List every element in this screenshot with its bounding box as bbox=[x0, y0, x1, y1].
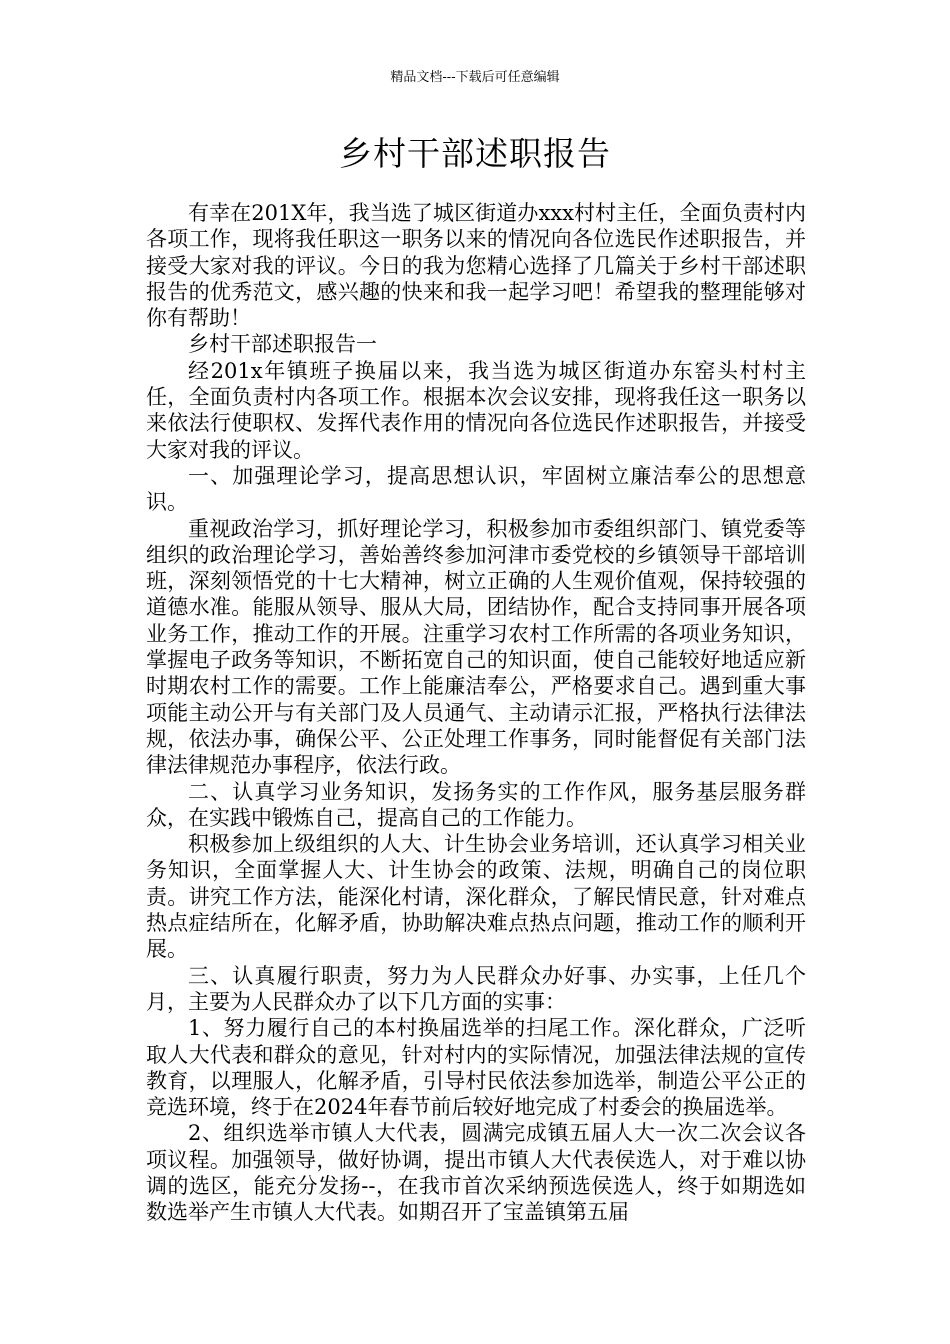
paragraph: 重视政治学习，抓好理论学习，积极参加市委组织部门、镇党委等组织的政治理论学习，善始善终参加河津市委党校的乡镇领导干部培训班，深刻领悟党的十七大精神，树立正确的人生观价值观，保持较强的道德水准。能服从领导、服从大局，团结协作，配合支持同事开展各项业务工作，推动工作的开展。注重学习农村工作所需的各项业务知识，掌握电子政务等知识，不断拓宽自己的知识面，使自己能较好地适应新时期农村工作的需要。工作上能廉洁奉公，严格要求自己。遇到重大事项能主动公开与有关部门及人员通气、主动请示汇报，严格执行法律法规，依法办事，确保公平、公正处理工作事务，同时能督促有关部门法律法律规范办事程序，依法行政。 bbox=[146, 516, 806, 778]
header-note: 精品文档---下载后可任意编辑 bbox=[390, 70, 560, 85]
paragraph-intro: 有幸在201X年，我当选了城区街道办xxx村村主任，全面负责村内各项工作，现将我任职这一职务以来的情况向各位选民作述职报告，并接受大家对我的评议。今日的我为您精心选择了几篇关于乡村干部述职报告的优秀范文，感兴趣的快来和我一起学习吧！希望我的整理能够对你有帮助！ bbox=[146, 201, 806, 331]
document-body bbox=[146, 200, 806, 1226]
point-heading-3: 三、认真履行职责，努力为人民群众办好事、办实事，上任几个月，主要为人民群众办了以下几方面的实事： bbox=[146, 963, 806, 1014]
document-title: 乡村干部述职报告 bbox=[339, 134, 611, 173]
paragraph: 积极参加上级组织的人大、计生协会业务培训，还认真学习相关业务知识，全面掌握人大、计生协会的政策、法规，明确自己的岗位职责。讲究工作方法，能深化村请，深化群众，了解民情民意，针对难点热点症结所在，化解矛盾，协助解决难点热点问题，推动工作的顺利开展。 bbox=[146, 832, 806, 962]
list-item: 1、努力履行自己的本村换届选举的扫尾工作。深化群众，广泛听取人大代表和群众的意见，针对村内的实际情况，加强法律法规的宣传教育，以理服人，化解矛盾，引导村民依法参加选举，制造公平公正的竞选环境，终于在2024年春节前后较好地完成了村委会的换届选举。 bbox=[146, 1016, 806, 1120]
point-heading-1: 一、加强理论学习，提高思想认识，牢固树立廉洁奉公的思想意识。 bbox=[146, 463, 806, 515]
section-heading: 乡村干部述职报告一 bbox=[188, 332, 377, 357]
paragraph: 经201x年镇班子换届以来，我当选为城区街道办东窑头村村主任，全面负责村内各项工作。根据本次会议安排，现将我任这一职务以来依法行使职权、发挥代表作用的情况向各位选民作述职报告，并接受大家对我的评议。 bbox=[146, 358, 806, 462]
point-heading-2: 二、认真学习业务知识，发扬务实的工作作风，服务基层服务群众，在实践中锻炼自己，提高自己的工作能力。 bbox=[146, 779, 806, 830]
list-item: 2、组织选举市镇人大代表，圆满完成镇五届人大一次二次会议各项议程。加强领导，做好协调，提出市镇人大代表侯选人，对于难以协调的选区，能充分发扬--，在我市首次采纳预选侯选人，终于如期选如数选举产生市镇人大代表。如期召开了宝盖镇第五届 bbox=[146, 1121, 806, 1225]
